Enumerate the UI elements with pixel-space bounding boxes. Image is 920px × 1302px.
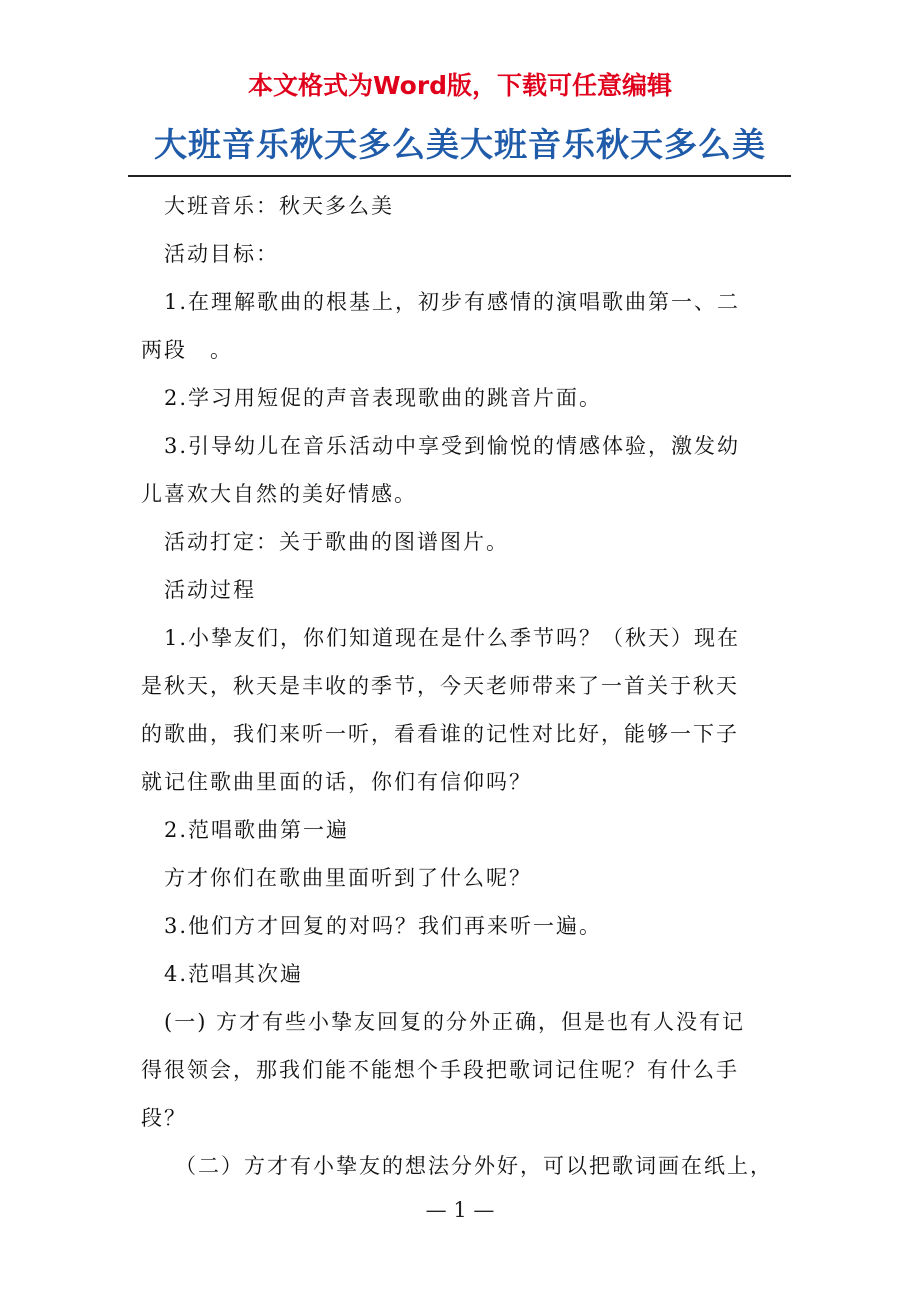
text-line: 2.学习用短促的声音表现歌曲的跳音片面。 [164, 386, 603, 410]
text-line: 2.范唱歌曲第一遍 [164, 818, 350, 842]
text-line: 的歌曲，我们来听一听，看看谁的记性对比好，能够一下子 [141, 722, 739, 746]
text-line: 方才你们在歌曲里面听到了什么呢？ [164, 866, 532, 890]
text-line: 3.引导幼儿在音乐活动中享受到愉悦的情感体验，激发幼 [164, 434, 741, 458]
paragraph [141, 806, 781, 854]
text-line: 活动目标： [164, 242, 279, 266]
text-line: 1.小挚友们，你们知道现在是什么季节吗？（秋天）现在 [164, 626, 741, 650]
paragraph [141, 182, 781, 230]
text-line: 儿喜欢大自然的美好情感。 [141, 482, 417, 506]
format-notice-banner: 本文格式为Word版，下载可任意编辑 [247, 71, 673, 100]
text-line: 3.他们方才回复的对吗？我们再来听一遍。 [164, 914, 603, 938]
text-line: (一) 方才有些小挚友回复的分外正确，但是也有人没有记 [164, 1010, 746, 1034]
paragraph [141, 1142, 781, 1190]
paragraph [141, 950, 781, 998]
text-line: 得很领会，那我们能不能想个手段把歌词记住呢？有什么手 [141, 1058, 739, 1082]
text-line: 就记住歌曲里面的话，你们有信仰吗？ [141, 770, 532, 794]
paragraph [141, 902, 781, 950]
paragraph [141, 518, 781, 566]
text-line: 两段 。 [141, 338, 233, 362]
paragraph [141, 230, 781, 278]
paragraph [141, 278, 781, 374]
text-line: 活动打定：关于歌曲的图谱图片。 [164, 530, 509, 554]
paragraph [141, 422, 781, 518]
text-line: 1.在理解歌曲的根基上，初步有感情的演唱歌曲第一、二 [164, 290, 741, 314]
paragraph [141, 854, 781, 902]
paragraph [141, 374, 781, 422]
text-line: 是秋天，秋天是丰收的季节，今天老师带来了一首关于秋天 [141, 674, 739, 698]
text-line: 段？ [141, 1106, 187, 1130]
paragraph [141, 566, 781, 614]
text-line: 4.范唱其次遍 [164, 962, 304, 986]
paragraph [141, 998, 781, 1142]
page-number: — 1 — [425, 1198, 495, 1222]
text-line: 活动过程 [164, 578, 256, 602]
document-body [141, 182, 781, 1190]
title-divider [128, 175, 791, 177]
text-line: 大班音乐：秋天多么美 [164, 194, 394, 218]
text-line: （二）方才有小挚友的想法分外好，可以把歌词画在纸上， [175, 1154, 773, 1178]
paragraph [141, 614, 781, 806]
document-title: 大班音乐秋天多么美大班音乐秋天多么美 [154, 125, 766, 164]
